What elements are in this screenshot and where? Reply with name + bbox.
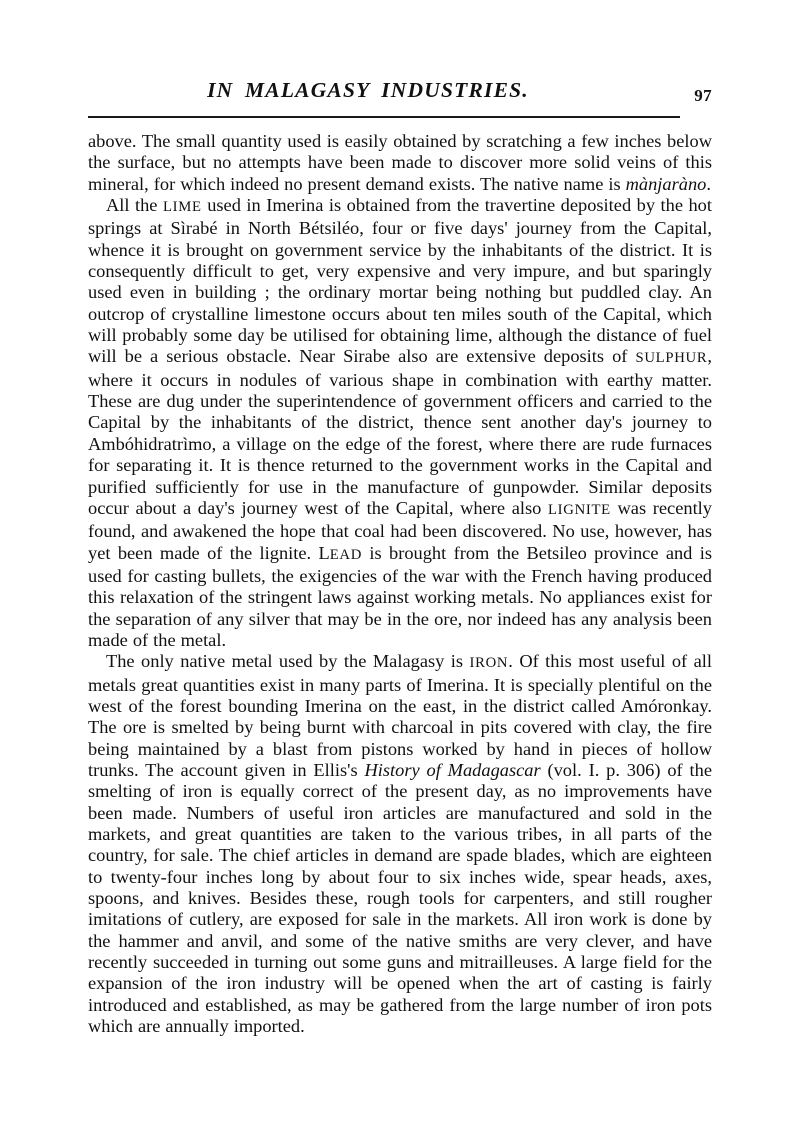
para-lime-sulphur-lignite-lead: All the LIME used in Imerina is obtained from the travertine deposited by the hot springs at Sìrabé in North Bétsiléo, four or five days' journey from the Capital, whence it is brought on government service by the inhabitants of the district. It is consequently difficult to get, very expensive and very impure, and but sparingly used even in building ; the ordinary mortar being nothing but puddled clay. An outcrop of crystalline limestone occurs about ten miles south of the Capital, which will probably some day be utilised for obtaining lime, although the distance of fuel will be a serious obstacle. Near Sirabe also are extensive deposits of SULPHUR, where it occurs in nodules of various shape in combination with earthy matter. These are dug under the superintendence of government officers and carried to the Capital by the inhabitants of the district, thence sent another day's journey to Ambóhidratrìmo, a village on the edge of the forest, where there are rude furnaces for separating it. It is thence returned to the government works in the Capital and purified sufficiently for use in the manufacture of gunpowder. Similar deposits occur about a day's journey west of the Capital, where also LIGNITE was recently found, and awakened the hope that coal had been discovered. No use, however, has yet been made of the lignite. LEAD is brought from the Betsileo province and is used for casting bullets, the exigencies of the war with the French having produced this relaxation of the stringent laws against working metals. No appliances exist for the separation of any silver that may be in the ore, nor indeed has any analysis been made of the metal. bbox=[88, 195, 712, 650]
italic-run: History of Madagascar bbox=[364, 759, 541, 780]
page-header bbox=[88, 78, 712, 118]
para-mineral-continued: above. The small quantity used is easily obtained by scratching a few inches below the surface, but no attempts have been made to discover more solid veins of this mineral, for which indeed no present demand exists. The native name is mànjaràno. bbox=[88, 131, 712, 194]
small-caps-run: SULPHUR bbox=[635, 350, 708, 367]
running-head: IN MALAGASY INDUSTRIES. bbox=[207, 78, 529, 102]
para-iron: The only native metal used by the Malagasy is IRON. Of this most useful of all metals great quantities exist in many parts of Imerina. It is specially plentiful on the west of the forest bounding Imerina on the east, in the district called Amóronkay. The ore is smelted by being burnt with charcoal in pits covered with clay, the fire being maintained by a blast from pistons worked by hand in pieces of hollow trunks. The account given in Ellis's History of Madagascar (vol. I. p. 306) of the smelting of iron is equally correct of the present day, as no improvements have been made. Numbers of useful iron articles are manufactured and sold in the markets, and great quantities are taken to the various tribes, in all parts of the country, for sale. The chief articles in demand are spade blades, which are eighteen to twenty-four inches long by about four to six inches wide, spear heads, axes, spoons, and knives. Besides these, rough tools for carpenters, and still rougher imitations of cutlery, are exposed for sale in the markets. All iron work is done by the hammer and anvil, and some of the native smiths are very clever, and have recently succeeded in turning out some guns and mitrailleuses. A large field for the expansion of the iron industry will be opened when the art of casting is fairly introduced and established, as may be gathered from the large number of iron pots which are annually imported. bbox=[88, 651, 712, 1037]
body-text-block bbox=[88, 131, 712, 1037]
small-caps-run: LIGNITE bbox=[547, 501, 611, 518]
page-number: 97 bbox=[694, 86, 712, 105]
small-caps-run: EAD bbox=[329, 546, 363, 563]
header-rule bbox=[88, 116, 680, 118]
small-caps-initial: L bbox=[318, 542, 330, 563]
small-caps-run: LIME bbox=[162, 199, 202, 216]
italic-run: mànjaràno bbox=[625, 173, 707, 194]
small-caps-run: IRON bbox=[469, 655, 509, 672]
